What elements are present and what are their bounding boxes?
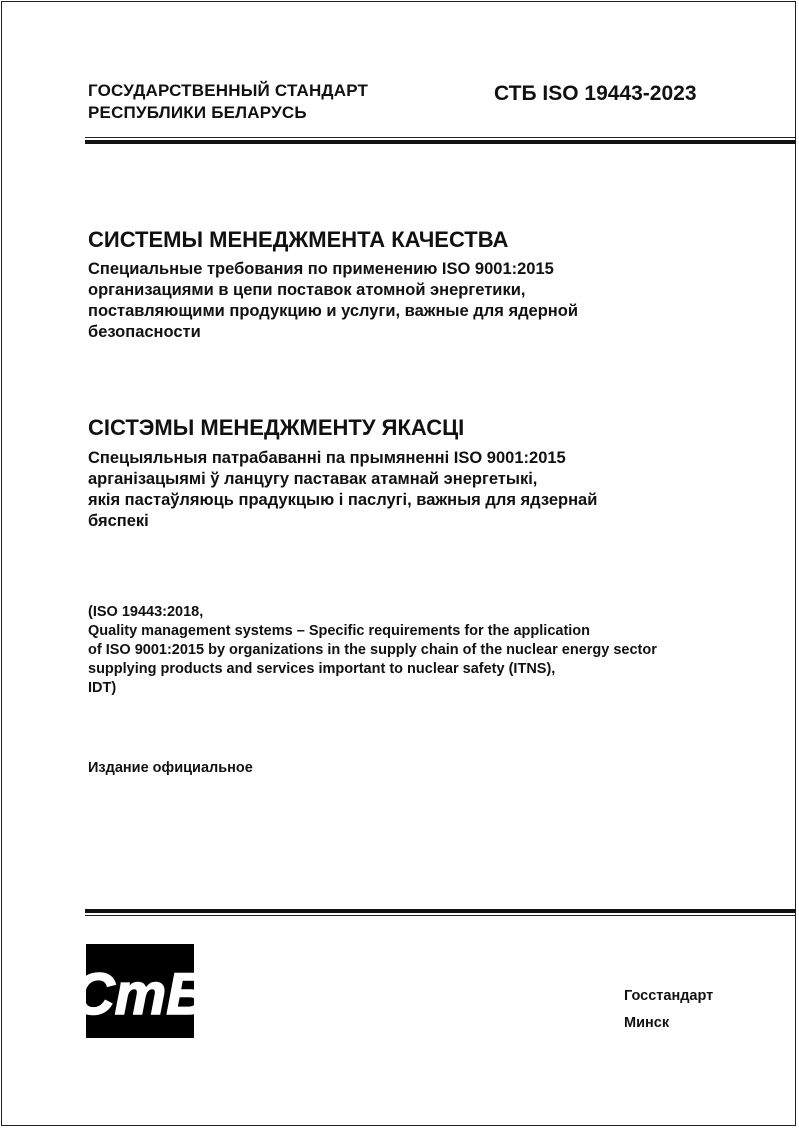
belarusian-subtitle-line: Спецыяльныя патрабаванні па прымяненні ISO 9001:2015 [88, 449, 566, 467]
international-reference-line: of ISO 9001:2015 by organizations in the supply chain of the nuclear energy sector [88, 642, 657, 658]
edition-label: Издание официальное [88, 760, 253, 776]
russian-subtitle-line: безопасности [88, 323, 201, 341]
international-reference-line: IDT) [88, 680, 117, 696]
international-reference-line: Quality management systems – Specific requirements for the application [88, 623, 591, 639]
belarusian-title: СІСТЭМЫ МЕНЕДЖМЕНТУ ЯКАСЦІ [88, 415, 465, 440]
belarusian-subtitle-line: арганізацыямі ў ланцугу паставак атамнай энергетыкі, [88, 470, 538, 488]
issuer-line-2: РЕСПУБЛИКИ БЕЛАРУСЬ [88, 103, 307, 122]
russian-title: СИСТЕМЫ МЕНЕДЖМЕНТА КАЧЕСТВА [88, 227, 509, 252]
issuer-block [88, 80, 368, 124]
publisher-city: Минск [624, 1015, 670, 1031]
stb-logo [72, 944, 208, 1038]
header-rule-thick [85, 140, 796, 144]
footer-rule-thick [85, 909, 796, 913]
header-rule-thin [85, 137, 796, 138]
standard-designation: СТБ ISO 19443-2023 [494, 82, 697, 105]
belarusian-subtitle [88, 448, 708, 532]
russian-subtitle [88, 259, 708, 343]
russian-subtitle-line: организациями в цепи поставок атомной энергетики, [88, 281, 526, 299]
belarusian-subtitle-line: бяспекі [88, 512, 149, 530]
international-reference [88, 603, 657, 698]
russian-subtitle-line: поставляющими продукцию и услуги, важные для ядерной [88, 302, 578, 320]
belarusian-subtitle-line: якія пастаўляюць прадукцыю і паслугі, важныя для ядзернай [88, 491, 598, 509]
russian-subtitle-line: Специальные требования по применению ISO 9001:2015 [88, 260, 554, 278]
stb-logo-mark [72, 944, 208, 1038]
footer-rule-thin [85, 915, 796, 916]
publisher-name: Госстандарт [624, 988, 714, 1004]
issuer-line-1: ГОСУДАРСТВЕННЫЙ СТАНДАРТ [88, 81, 369, 100]
international-reference-line: supplying products and services important to nuclear safety (ITNS), [88, 661, 556, 677]
international-reference-line: (ISO 19443:2018, [88, 604, 204, 620]
stb-logo-text: СтБ [72, 962, 208, 1027]
